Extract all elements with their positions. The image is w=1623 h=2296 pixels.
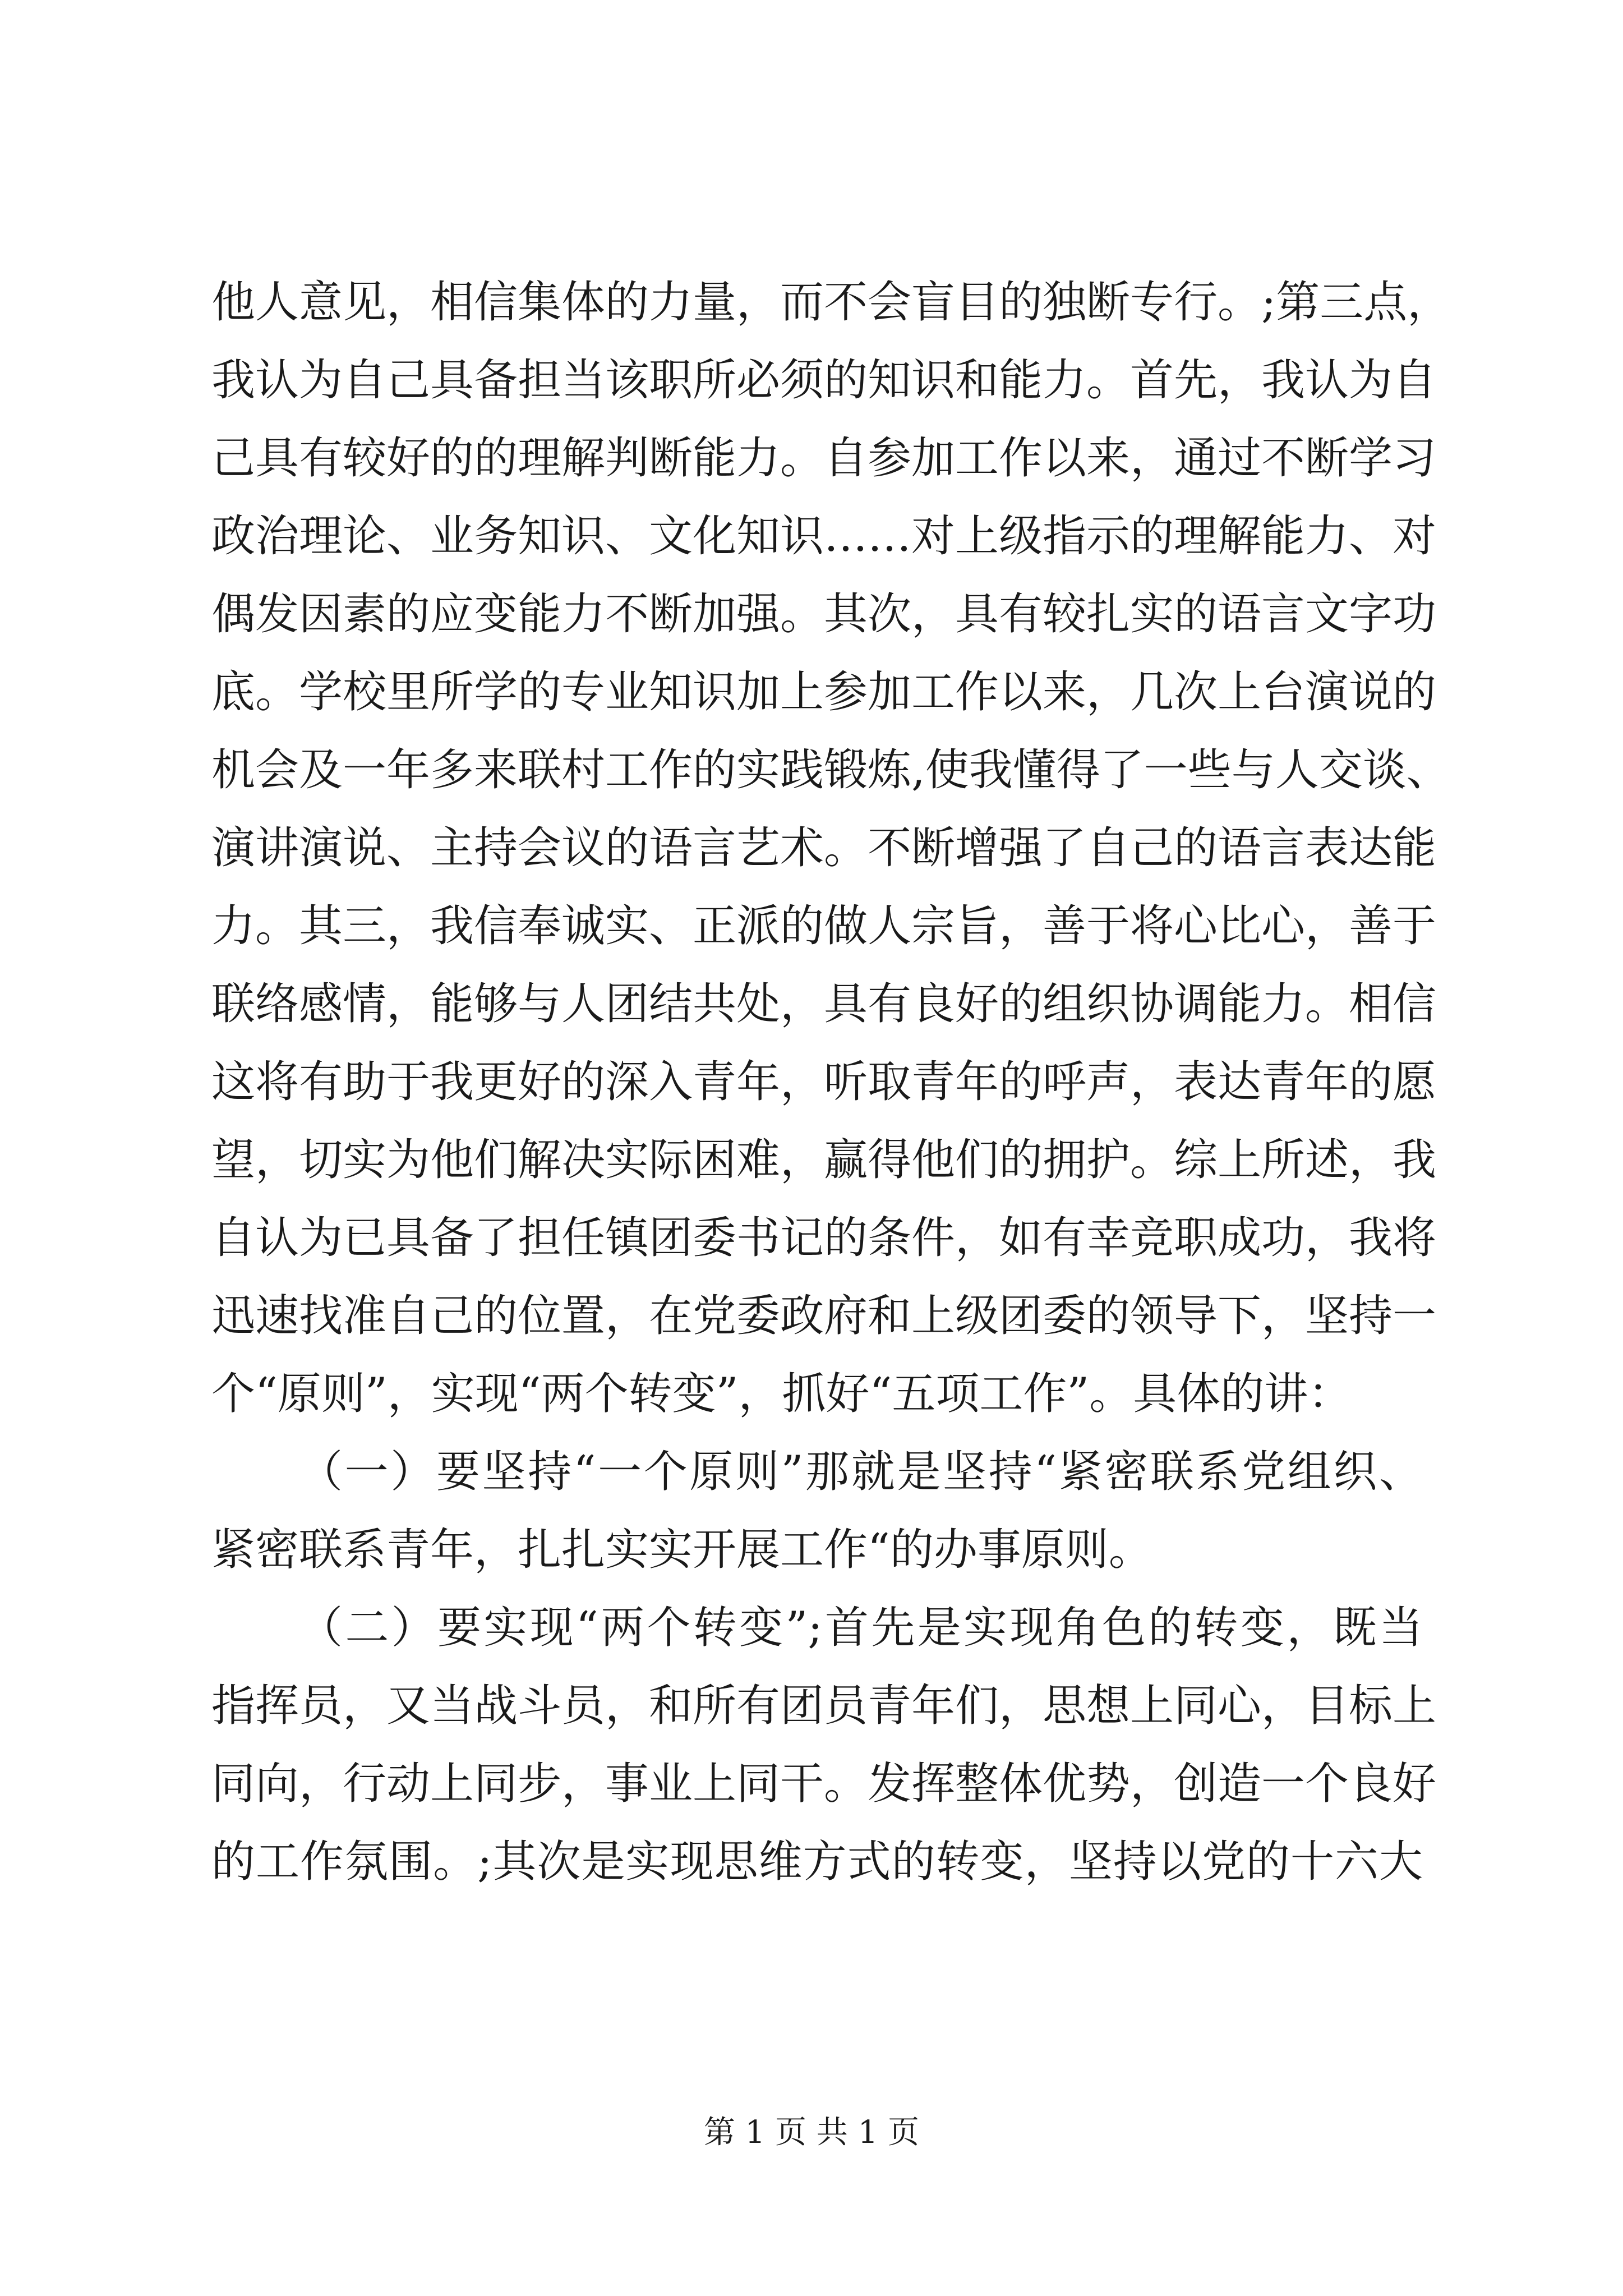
body-line-3: 己具有较好的的理解判断能力。自参加工作以来，通过不断学习 [211,433,1437,484]
body-line-19: 指挥员，又当战斗员，和所有团员青年们，思想上同心，目标上 [211,1681,1437,1731]
body-line-11: 这将有助于我更好的深入青年，听取青年的呼声，表达青年的愿 [211,1057,1437,1107]
body-line-17: 紧密联系青年，扎扎实实开展工作“的办事原则。 [211,1525,1152,1575]
body-line-1: 他人意见，相信集体的力量，而不会盲目的独断专行。;第三点， [211,277,1451,328]
document-body [211,264,1451,1901]
body-line-12: 望，切实为他们解决实际困难，赢得他们的拥护。综上所述，我 [211,1135,1437,1185]
body-line-2: 我认为自己具备担当该职所必须的知识和能力。首先，我认为自 [211,355,1437,406]
page-footer: 第 1 页 共 1 页 [703,2114,920,2151]
body-line-7: 机会及一年多来联村工作的实践锻炼,使我懂得了一些与人交谈、 [211,745,1450,795]
body-line-18: （二）要实现“两个转变”;首先是实现角色的转变，既当 [299,1603,1423,1653]
body-line-16: （一）要坚持“一个原则”那就是坚持“紧密联系党组织、 [299,1447,1423,1497]
body-line-5: 偶发因素的应变能力不断加强。其次，具有较扎实的语言文字功 [211,589,1437,639]
body-line-21: 的工作氛围。;其次是实现思维方式的转变，坚持以党的十六大 [211,1837,1423,1887]
body-line-8: 演讲演说、主持会议的语言艺术。不断增强了自己的语言表达能 [211,823,1437,873]
body-line-15: 个“原则”，实现“两个转变”，抓好“五项工作”。具体的讲： [211,1369,1352,1419]
body-line-9: 力。其三，我信奉诚实、正派的做人宗旨，善于将心比心，善于 [211,901,1437,951]
body-line-20: 同向，行动上同步，事业上同干。发挥整体优势，创造一个良好 [211,1759,1437,1809]
body-line-6: 底。学校里所学的专业知识加上参加工作以来，几次上台演说的 [211,667,1437,717]
body-line-4: 政治理论、业务知识、文化知识……对上级指示的理解能力、对 [211,511,1437,562]
body-line-14: 迅速找准自己的位置，在党委政府和上级团委的领导下，坚持一 [211,1291,1437,1341]
body-line-13: 自认为已具备了担任镇团委书记的条件，如有幸竞职成功，我将 [211,1213,1437,1263]
body-line-10: 联络感情，能够与人团结共处，具有良好的组织协调能力。相信 [211,979,1437,1029]
